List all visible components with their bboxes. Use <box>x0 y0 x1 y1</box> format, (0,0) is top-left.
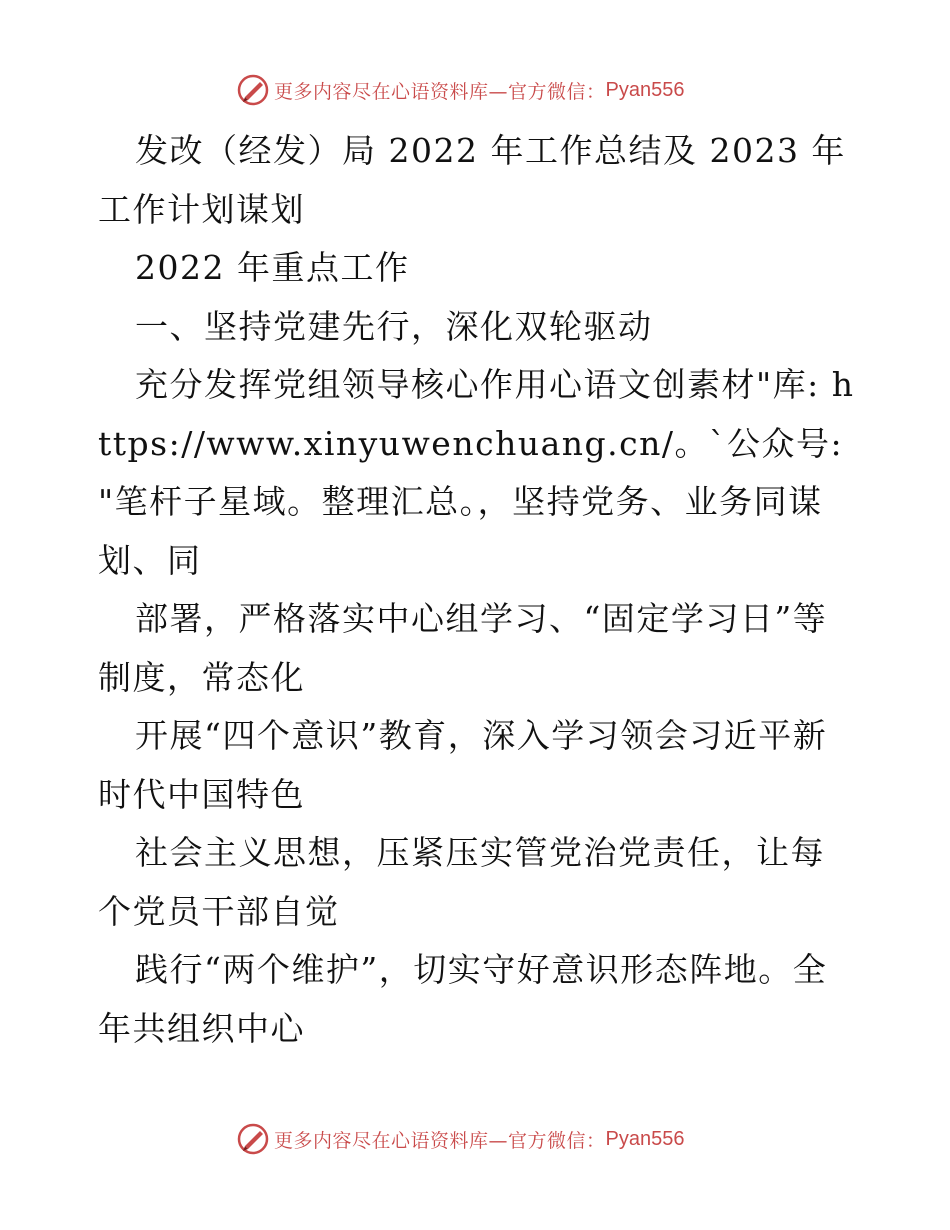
banner-wechat-id: Pyan556 <box>605 78 685 101</box>
pen-logo-icon <box>236 73 270 107</box>
body-paragraph: 社会主义思想，压紧压实管党治党责任，让每个党员干部自觉 <box>98 833 825 931</box>
banner-text: 更多内容尽在心语资料库—官方微信： <box>274 80 606 103</box>
document-title: 发改（经发）局 2022 年工作总结及 2023 年工作计划谋划 <box>98 131 846 229</box>
banner-wechat-id: Pyan556 <box>605 1127 685 1150</box>
body-paragraph: 充分发挥党组领导核心作用心语文创素材"库: https://www.xinyuwenchuang.cn/。`公众号: "笔杆子星域。整理汇总。，坚持党务、业务同谋划、同 <box>98 365 855 580</box>
body-paragraph: 部署，严格落实中心组学习、“固定学习日”等制度，常态化 <box>98 599 828 697</box>
subsection-heading: 一、坚持党建先行，深化双轮驱动 <box>135 306 653 346</box>
body-paragraph: 践行“两个维护”，切实守好意识形态阵地。全年共组织中心 <box>98 950 828 1048</box>
body-paragraph: 开展“四个意识”教育，深入学习领会习近平新时代中国特色 <box>98 716 828 814</box>
pen-logo-icon <box>236 1122 270 1156</box>
footer-watermark-banner <box>236 1121 684 1157</box>
header-watermark-banner <box>236 72 684 108</box>
document-body <box>98 122 858 1058</box>
section-heading: 2022 年重点工作 <box>135 248 410 287</box>
banner-text: 更多内容尽在心语资料库—官方微信： <box>274 1129 606 1152</box>
